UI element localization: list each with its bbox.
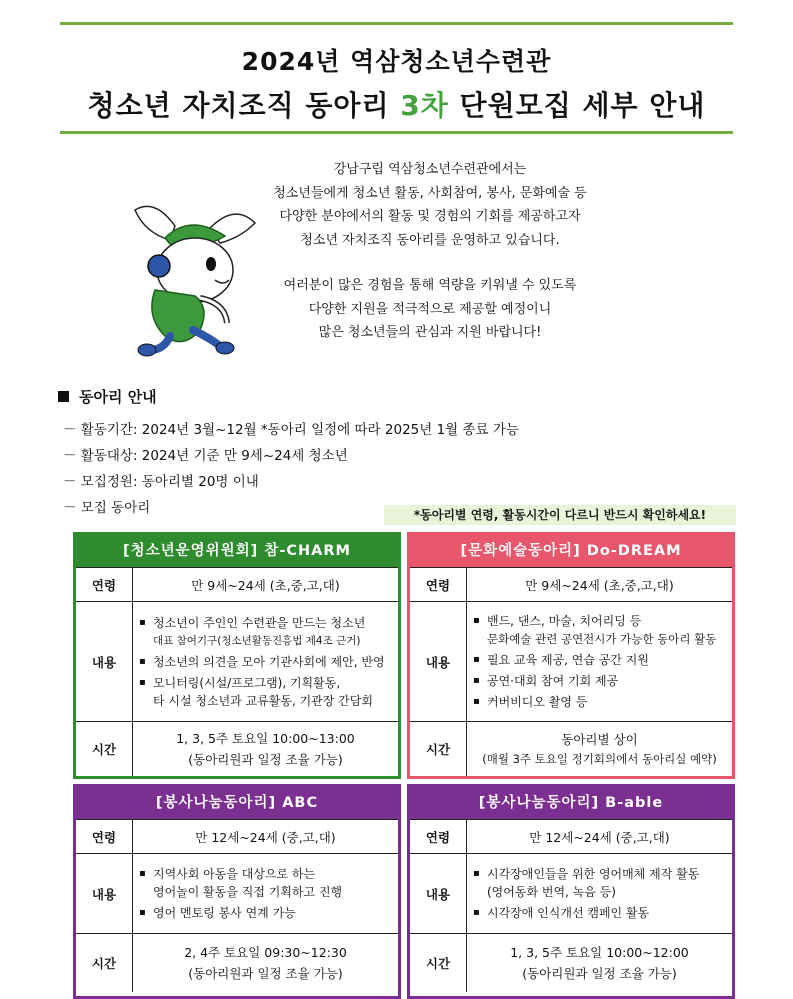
content-item bbox=[153, 674, 394, 710]
subtitle-pre: 청소년 자치조직 동아리 bbox=[87, 89, 401, 122]
time-label: 시간 bbox=[410, 934, 467, 992]
club-table bbox=[410, 819, 732, 992]
club-card-dodream bbox=[407, 532, 735, 779]
club-card-bable bbox=[407, 784, 735, 999]
content-value bbox=[467, 854, 733, 934]
time-value bbox=[133, 934, 399, 992]
time-line: (매월 3주 토요일 정기회의에서 동아리실 예약) bbox=[482, 752, 717, 767]
info-item: － 활동기간: 2024년 3월~12월 *동아리 일정에 따라 2025년 1월 종료 가능 bbox=[63, 422, 519, 438]
time-label: 시간 bbox=[410, 722, 467, 776]
content-line: 커버비디오 촬영 등 bbox=[487, 695, 588, 709]
subtitle-post: 단원모집 세부 안내 bbox=[448, 89, 706, 122]
intro-line: 청소년들에게 청소년 활동, 사회참여, 봉사, 문화예술 등 bbox=[273, 185, 587, 201]
content-item bbox=[487, 651, 728, 669]
age-label: 연령 bbox=[410, 568, 467, 602]
age-value: 만 12세~24세 (중,고,대) bbox=[467, 820, 733, 854]
top-rule bbox=[60, 22, 733, 25]
intro-line: 다양한 분야에서의 활동 및 경험의 기회를 제공하고자 bbox=[279, 209, 581, 224]
club-card-charm bbox=[73, 532, 401, 779]
intro-line: 청소년 자치조직 동아리를 운영하고 있습니다. bbox=[300, 232, 560, 248]
content-item bbox=[153, 865, 394, 901]
content-value bbox=[133, 602, 399, 722]
content-line: 모니터링(시설/프로그램), 기획활동, bbox=[153, 675, 341, 690]
content-value bbox=[467, 602, 733, 722]
content-item bbox=[487, 865, 728, 901]
intro-line: 강남구립 역삼청소년수련관에서는 bbox=[333, 162, 527, 177]
content-line: 지역사회 아동을 대상으로 하는 bbox=[153, 867, 316, 881]
content-label: 내용 bbox=[76, 602, 133, 722]
content-line: 청소년이 주인인 수련관을 만드는 청소년 bbox=[153, 615, 366, 630]
club-table bbox=[76, 567, 398, 776]
info-item: － 활동대상: 2024년 기준 만 9세~24세 청소년 bbox=[63, 448, 348, 464]
content-item bbox=[487, 693, 728, 711]
content-item bbox=[153, 653, 394, 671]
intro-line: 다양한 지원을 적극적으로 제공할 예정이니 bbox=[308, 301, 552, 317]
content-line: 청소년의 의견을 모아 기관사회에 제안, 반영 bbox=[153, 654, 385, 669]
content-line: 영어 멘토링 봉사 연계 가능 bbox=[153, 906, 296, 920]
club-title: [봉사나눔동아리] ABC bbox=[76, 787, 398, 819]
club-title: [문화예술동아리] Do-DREAM bbox=[410, 535, 732, 567]
content-line: 대표 참여기구(청소년활동진흥법 제4조 근거) bbox=[153, 634, 361, 647]
content-item bbox=[487, 672, 728, 690]
content-item bbox=[153, 904, 394, 922]
time-value bbox=[467, 934, 733, 992]
content-line: 공연·대회 참여 기회 제공 bbox=[487, 674, 619, 688]
time-line: 2, 4주 토요일 09:30~12:30 bbox=[184, 945, 347, 961]
content-line: 영어놀이 활동을 직접 기획하고 진행 bbox=[153, 885, 343, 899]
content-item bbox=[487, 612, 728, 648]
info-item: － 모집 동아리 bbox=[63, 500, 151, 516]
club-table bbox=[76, 819, 398, 992]
time-line: 동아리별 상이 bbox=[561, 732, 638, 748]
age-label: 연령 bbox=[410, 820, 467, 854]
intro-line: 많은 청소년들의 관심과 지원 바랍니다! bbox=[318, 325, 542, 340]
page-subtitle bbox=[0, 84, 793, 124]
club-card-abc bbox=[73, 784, 401, 999]
age-label: 연령 bbox=[76, 820, 133, 854]
content-item bbox=[153, 614, 394, 650]
time-line: (동아리원과 일정 조율 가능) bbox=[522, 966, 677, 982]
content-line: 문화예술 관련 공연전시가 가능한 동아리 활동 bbox=[487, 632, 717, 646]
content-label: 내용 bbox=[76, 854, 133, 934]
content-label: 내용 bbox=[410, 854, 467, 934]
club-title: [청소년운영위원회] 참-CHARM bbox=[76, 535, 398, 567]
time-line: 1, 3, 5주 토요일 10:00~13:00 bbox=[176, 731, 355, 747]
club-title: [봉사나눔동아리] B-able bbox=[410, 787, 732, 819]
info-item: － 모집정원: 동아리별 20명 이내 bbox=[63, 474, 259, 490]
page-title: 2024년 역삼청소년수련관 bbox=[241, 47, 552, 76]
subtitle-highlight: 3차 bbox=[400, 89, 449, 122]
time-label: 시간 bbox=[76, 722, 133, 776]
time-label: 시간 bbox=[76, 934, 133, 992]
content-line: 타 시설 청소년과 교류활동, 기관장 간담회 bbox=[153, 693, 373, 708]
content-line: (영어동화 번역, 녹음 등) bbox=[487, 885, 616, 899]
content-line: 밴드, 댄스, 마술, 치어리딩 등 bbox=[487, 614, 642, 628]
content-line: 필요 교육 제공, 연습 공간 지원 bbox=[487, 653, 649, 667]
content-label: 내용 bbox=[410, 602, 467, 722]
content-line: 시각장애 인식개선 캠페인 활동 bbox=[487, 906, 650, 920]
section-heading-label: 동아리 안내 bbox=[79, 388, 157, 406]
content-value bbox=[133, 854, 399, 934]
notice-banner: *동아리별 연령, 활동시간이 다르니 반드시 확인하세요! bbox=[384, 505, 736, 525]
content-line: 시각장애인들을 위한 영어매체 제작 활동 bbox=[487, 867, 700, 881]
intro-spacer bbox=[220, 252, 640, 274]
time-line: (동아리원과 일정 조율 가능) bbox=[188, 966, 343, 982]
intro-line: 여러분이 많은 경험을 통해 역량을 키워낼 수 있도록 bbox=[283, 278, 577, 293]
club-table bbox=[410, 567, 732, 776]
intro-text bbox=[220, 158, 640, 345]
content-item bbox=[487, 904, 728, 922]
title-rule bbox=[60, 131, 733, 134]
age-value: 만 9세~24세 (초,중,고,대) bbox=[133, 568, 399, 602]
time-line: 1, 3, 5주 토요일 10:00~12:00 bbox=[510, 945, 689, 961]
square-bullet-icon bbox=[58, 391, 69, 402]
age-value: 만 12세~24세 (중,고,대) bbox=[133, 820, 399, 854]
section-heading bbox=[58, 386, 157, 407]
time-value bbox=[467, 722, 733, 776]
time-line: (동아리원과 일정 조율 가능) bbox=[188, 752, 343, 768]
age-label: 연령 bbox=[76, 568, 133, 602]
age-value: 만 9세~24세 (초,중,고,대) bbox=[467, 568, 733, 602]
time-value bbox=[133, 722, 399, 776]
